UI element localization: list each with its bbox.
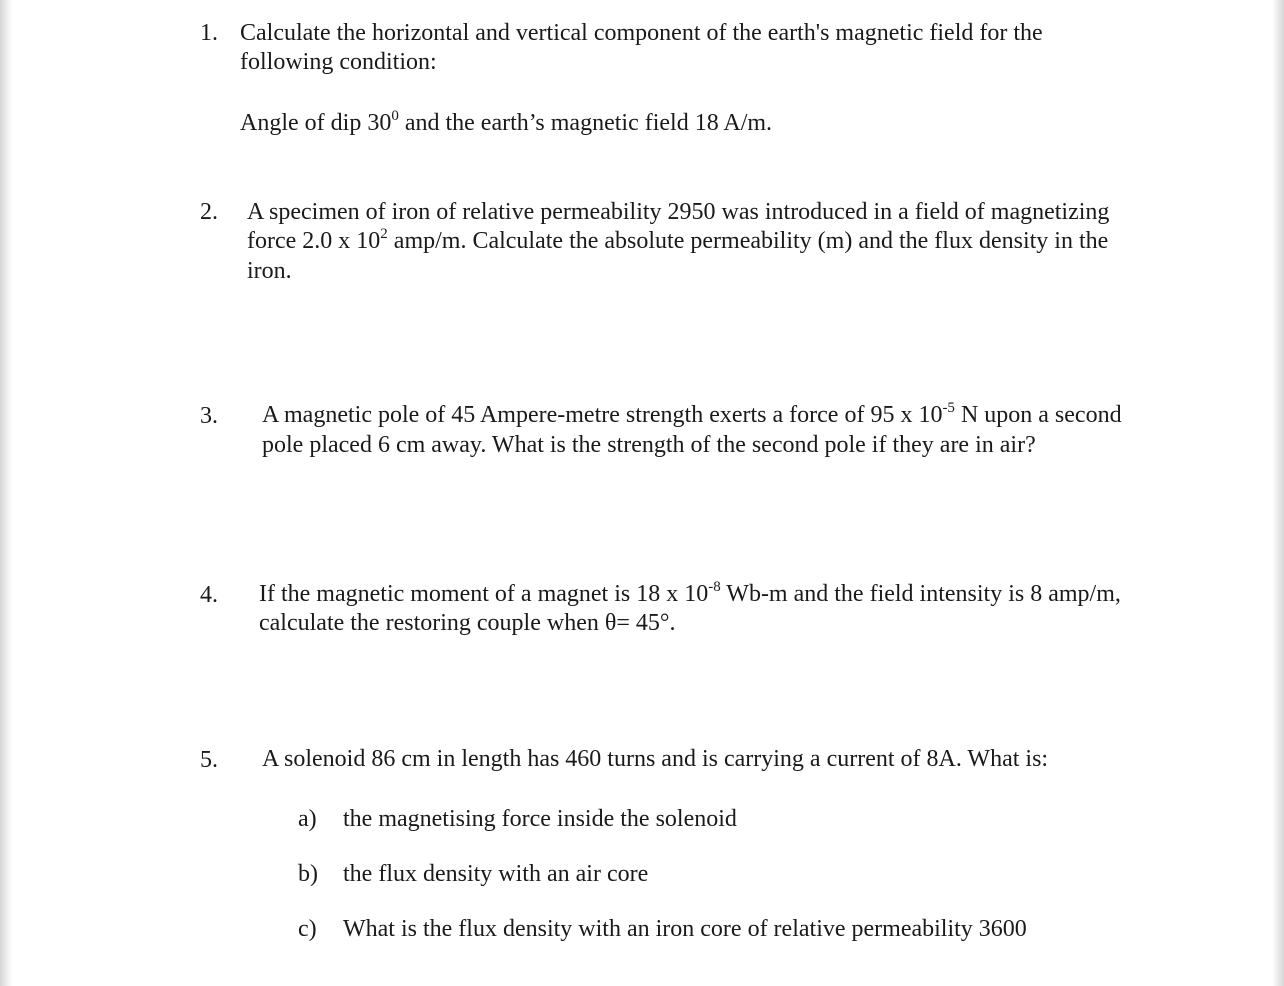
sub-question-text: What is the flux density with an iron core of relative permeability 3600 <box>343 916 1027 942</box>
text-part: force 2.0 x 10 <box>247 228 381 254</box>
superscript: -5 <box>942 400 955 416</box>
question-text-line: iron. <box>247 258 292 284</box>
text-part: A magnetic pole of 45 Ampere-metre strength exerts a force of 95 x 10 <box>262 402 943 428</box>
text-part: amp/m. Calculate the absolute permeability (m) and the flux density in the <box>387 228 1109 254</box>
sub-question-letter: c) <box>298 916 317 942</box>
text-part: Angle of dip 30 <box>240 110 392 136</box>
question-text-line <box>259 579 1121 609</box>
question-number: 4. <box>200 582 218 608</box>
question-text-line: Calculate the horizontal and vertical component of the earth's magnetic field for the <box>240 20 1043 46</box>
text-part: Wb-m and the field intensity is 8 amp/m, <box>720 581 1121 607</box>
question-text-line <box>247 226 1108 256</box>
sub-question-text: the flux density with an air core <box>343 861 649 887</box>
question-text-line: A solenoid 86 cm in length has 460 turns and is carrying a current of 8A. What is: <box>262 746 1049 772</box>
sub-question-letter: a) <box>298 806 317 832</box>
question-text-line: A specimen of iron of relative permeability 2950 was introduced in a field of magnetizing <box>247 199 1110 225</box>
question-number: 5. <box>200 747 218 773</box>
question-number: 1. <box>200 20 218 46</box>
superscript: -8 <box>708 579 721 595</box>
text-part: If the magnetic moment of a magnet is 18 x 10 <box>259 581 709 607</box>
superscript: 2 <box>380 226 388 242</box>
text-part: and the earth’s magnetic field 18 A/m. <box>398 110 773 136</box>
question-text-line <box>262 400 1122 430</box>
sub-question-text: the magnetising force inside the solenoid <box>343 806 737 832</box>
text-part: N upon a second <box>954 402 1122 428</box>
question-text-line: pole placed 6 cm away. What is the strength of the second pole if they are in air? <box>262 432 1036 458</box>
question-number: 3. <box>200 403 218 429</box>
question-text-line: following condition: <box>240 49 437 75</box>
question-text-line: calculate the restoring couple when θ= 45°. <box>259 610 676 636</box>
superscript: 0 <box>391 108 399 124</box>
question-condition <box>240 108 772 138</box>
page-edge-left <box>0 0 12 986</box>
question-number: 2. <box>200 199 218 225</box>
page-edge-right <box>1272 0 1284 986</box>
sub-question-letter: b) <box>298 861 318 887</box>
